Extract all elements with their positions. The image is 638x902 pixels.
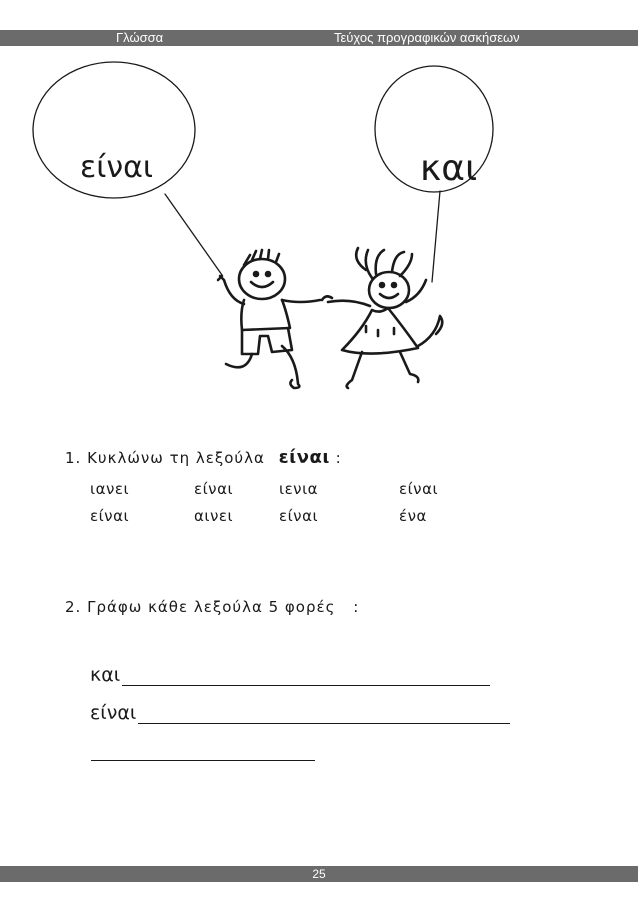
writing-line-kai — [90, 664, 490, 686]
word-cell[interactable]: είναι — [90, 507, 130, 525]
task-2-colon: : — [353, 598, 360, 616]
word-search-grid — [90, 480, 490, 525]
page-number: 25 — [312, 867, 326, 881]
subject-label: Γλώσσα — [116, 30, 164, 45]
word-cell[interactable]: είναι — [399, 480, 439, 498]
task-2-instruction — [65, 598, 359, 616]
writing-line-word: και — [90, 664, 121, 686]
task-1-instruction — [65, 447, 342, 468]
girl-figure — [322, 248, 442, 388]
task-1-colon: : — [335, 449, 342, 467]
footer-bar — [0, 866, 638, 882]
writing-rule[interactable] — [138, 722, 510, 724]
word-cell[interactable]: ένα — [399, 507, 427, 525]
right-balloon-word: και — [420, 148, 478, 189]
task-2-text: Γράφω κάθε λεξούλα 5 φορές — [87, 598, 336, 616]
kids-with-balloons-drawing — [0, 60, 638, 400]
word-cell[interactable]: ιανει — [90, 480, 130, 498]
left-balloon-string — [165, 194, 222, 275]
writing-line-word: είναι — [90, 702, 137, 724]
blank-writing-rule[interactable] — [91, 760, 315, 761]
booklet-title: Τεύχος προγραφικών ασκήσεων — [334, 30, 520, 45]
word-cell[interactable]: είναι — [194, 480, 234, 498]
task-1-text: Κυκλώνω τη λεξούλα — [87, 449, 265, 467]
left-balloon-word: είναι — [80, 150, 154, 185]
right-balloon-string — [432, 191, 440, 282]
task-1-number: 1. — [65, 449, 82, 467]
task-1-keyword: είναι — [278, 447, 330, 468]
task-2-number: 2. — [65, 598, 82, 616]
boy-figure — [218, 250, 320, 388]
header-bar — [0, 30, 638, 46]
word-cell[interactable]: ιενια — [279, 480, 319, 498]
writing-rule[interactable] — [122, 684, 490, 686]
word-cell[interactable]: είναι — [279, 507, 319, 525]
balloon-illustration — [0, 60, 638, 400]
word-cell[interactable]: αινει — [194, 507, 234, 525]
writing-line-einai — [90, 702, 510, 724]
